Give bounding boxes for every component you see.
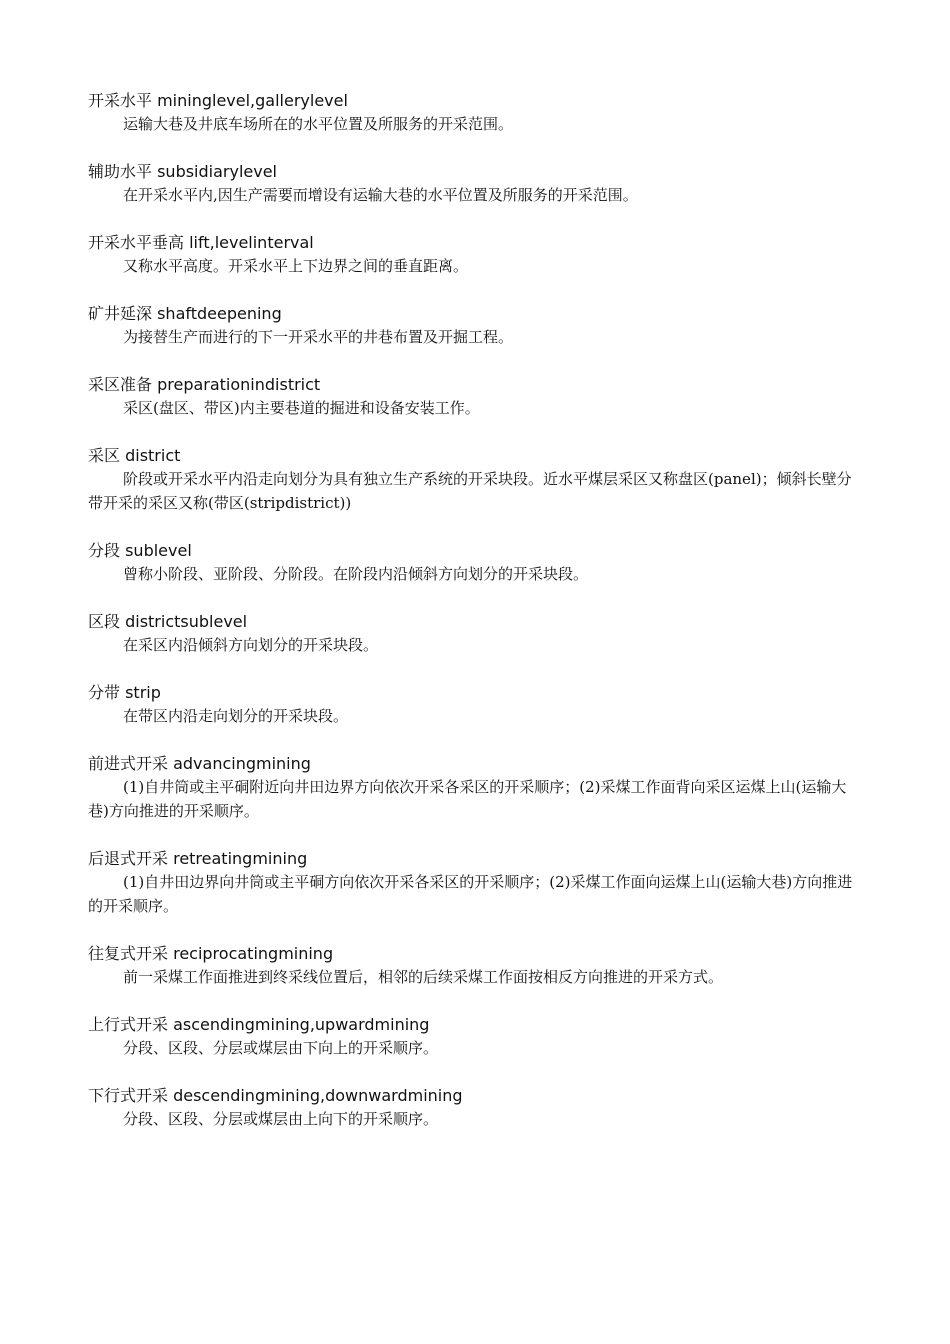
entry-term: 区段 districtsublevel bbox=[88, 612, 248, 631]
entry-definition: 在带区内沿走向划分的开采块段。 bbox=[123, 707, 349, 725]
glossary-entry bbox=[88, 1014, 858, 1060]
entry-term: 辅助水平 subsidiarylevel bbox=[88, 162, 278, 181]
glossary-entry bbox=[88, 540, 858, 586]
entry-term: 前进式开采 advancingmining bbox=[88, 754, 311, 773]
glossary-entry bbox=[88, 1085, 858, 1131]
glossary-entry bbox=[88, 90, 858, 136]
entry-definition: 前一采煤工作面推进到终采线位置后，相邻的后续采煤工作面按相反方向推进的开采方式。 bbox=[123, 968, 724, 986]
glossary-entry bbox=[88, 374, 858, 420]
glossary-entry bbox=[88, 682, 858, 728]
entry-term: 开采水平 mininglevel,gallerylevel bbox=[88, 91, 348, 110]
document-page bbox=[88, 90, 858, 1156]
entry-definition: (1)自井筒或主平硐附近向井田边界方向依次开采各采区的开采顺序；(2)采煤工作面背向采区运煤上山(运输大巷)方向推进的开采顺序。 bbox=[88, 778, 847, 820]
entry-term: 后退式开采 retreatingmining bbox=[88, 849, 308, 868]
entry-definition: 曾称小阶段、亚阶段、分阶段。在阶段内沿倾斜方向划分的开采块段。 bbox=[123, 565, 589, 583]
entry-definition: 分段、区段、分层或煤层由下向上的开采顺序。 bbox=[123, 1039, 439, 1057]
entry-term: 上行式开采 ascendingmining,upwardmining bbox=[88, 1015, 430, 1034]
glossary-entry bbox=[88, 303, 858, 349]
entry-term: 采区准备 preparationindistrict bbox=[88, 375, 321, 394]
entry-definition: 阶段或开采水平内沿走向划分为具有独立生产系统的开采块段。近水平煤层采区又称盘区(panel)；倾斜长壁分带开采的采区又称(带区(stripdistrict)) bbox=[88, 470, 852, 512]
entry-definition: 在开采水平内,因生产需要而增设有运输大巷的水平位置及所服务的开采范围。 bbox=[123, 186, 638, 204]
glossary-entry bbox=[88, 611, 858, 657]
entry-term: 分带 strip bbox=[88, 683, 161, 702]
glossary-entry bbox=[88, 161, 858, 207]
entry-definition: (1)自井田边界向井筒或主平硐方向依次开采各采区的开采顺序；(2)采煤工作面向运煤上山(运输大巷)方向推进的开采顺序。 bbox=[88, 873, 853, 915]
entry-definition: 为接替生产而进行的下一开采水平的井巷布置及开掘工程。 bbox=[123, 328, 514, 346]
glossary-entry bbox=[88, 232, 858, 278]
entry-term: 采区 district bbox=[88, 446, 181, 465]
entry-definition: 采区(盘区、带区)内主要巷道的掘进和设备安装工作。 bbox=[123, 399, 480, 417]
glossary-entry bbox=[88, 848, 858, 918]
entry-term: 分段 sublevel bbox=[88, 541, 192, 560]
entry-definition: 又称水平高度。开采水平上下边界之间的垂直距离。 bbox=[123, 257, 469, 275]
glossary-entry bbox=[88, 445, 858, 515]
entry-term: 下行式开采 descendingmining,downwardmining bbox=[88, 1086, 463, 1105]
entry-term: 开采水平垂高 lift,levelinterval bbox=[88, 233, 314, 252]
entry-term: 矿井延深 shaftdeepening bbox=[88, 304, 282, 323]
glossary-entry bbox=[88, 943, 858, 989]
glossary-entry bbox=[88, 753, 858, 823]
entry-definition: 分段、区段、分层或煤层由上向下的开采顺序。 bbox=[123, 1110, 439, 1128]
entry-definition: 运输大巷及井底车场所在的水平位置及所服务的开采范围。 bbox=[123, 115, 514, 133]
entry-definition: 在采区内沿倾斜方向划分的开采块段。 bbox=[123, 636, 379, 654]
entry-term: 往复式开采 reciprocatingmining bbox=[88, 944, 334, 963]
